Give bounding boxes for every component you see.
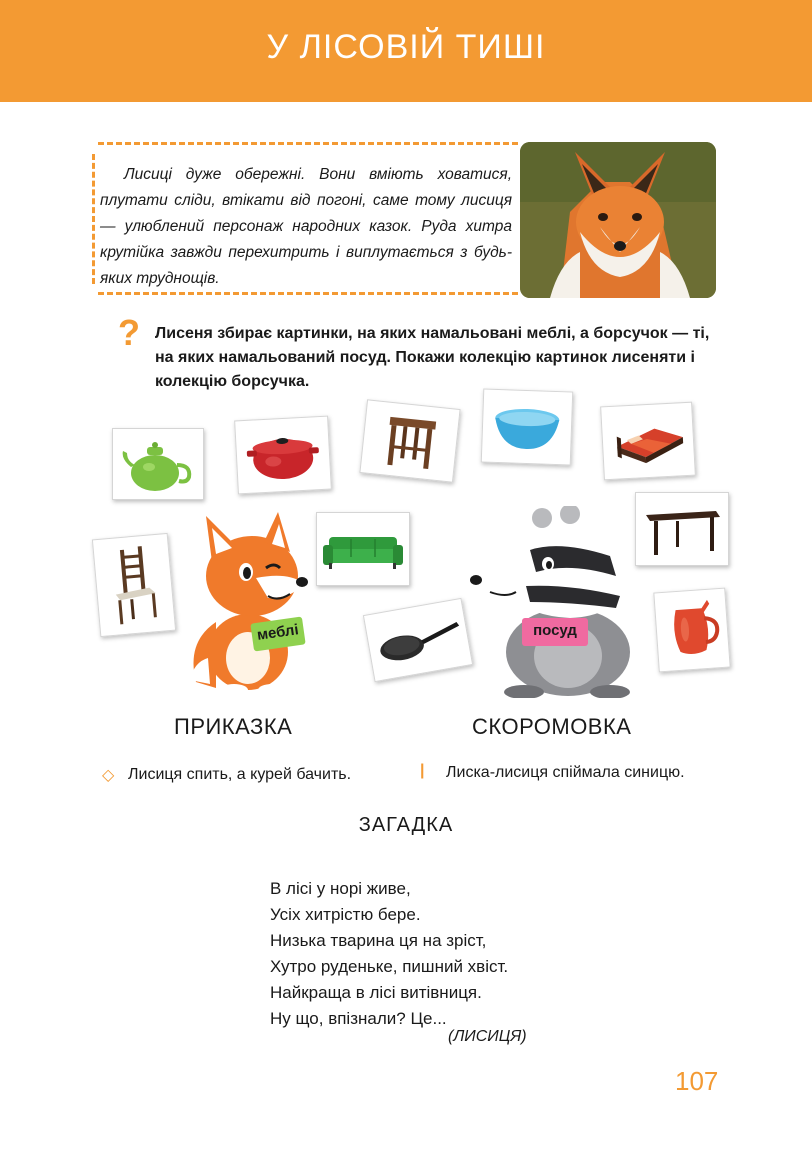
chapter-header (0, 0, 812, 102)
cartoon-badger (470, 506, 652, 698)
bed-icon (601, 403, 695, 480)
card-frying-pan[interactable] (363, 598, 473, 682)
fox-sign: меблі (250, 617, 305, 652)
frying-pan-icon (364, 599, 472, 681)
riddle-line: Найкраща в лісі витівниця. (270, 983, 482, 1002)
bar-icon: | (420, 762, 425, 779)
card-sofa[interactable] (316, 512, 410, 586)
fox-photo (520, 142, 716, 298)
card-jug[interactable] (653, 588, 730, 673)
divider (92, 154, 95, 284)
riddle-title: ЗАГАДКА (358, 814, 454, 836)
chair-icon (93, 534, 175, 636)
badger-sign: посуд (522, 618, 588, 646)
stool-icon (360, 400, 459, 481)
card-bowl[interactable] (481, 388, 574, 465)
riddle-line: Усіх хитрістю бере. (270, 905, 421, 924)
riddle-line: Ну що, впізнали? Це... (270, 1009, 447, 1028)
divider (98, 142, 518, 145)
card-stool[interactable] (359, 399, 460, 482)
riddle-line: В лісі у норі живе, (270, 879, 411, 898)
riddle-text (270, 876, 508, 1032)
question-icon: ? (118, 312, 140, 353)
intro-text: Лисиці дуже обережні. Вони вміють ховатися, плутати сліди, втікати від погоні, саме тому лисиця — улюблений персонаж народних казок. Руда хитра крутійка завжди перехитрить і виплутається з будь-яких труднощів. (100, 166, 512, 287)
card-teapot[interactable] (112, 428, 204, 500)
jug-icon (654, 589, 729, 672)
divider (98, 292, 518, 295)
page-number: 107 (675, 1066, 719, 1096)
intro-box (90, 142, 522, 298)
bowl-icon (482, 389, 572, 464)
pot-icon (235, 417, 331, 494)
proverb-title: ПРИКАЗКА (174, 714, 293, 739)
riddle-line: Низька тварина ця на зріст, (270, 931, 487, 950)
card-pot[interactable] (234, 416, 332, 495)
sofa-icon (317, 513, 409, 585)
fox-illustration (186, 512, 316, 692)
fox-photo-image (520, 142, 716, 298)
riddle-line: Хутро руденьке, пишний хвіст. (270, 957, 509, 976)
card-bed[interactable] (600, 402, 696, 481)
diamond-icon: ◇ (102, 767, 115, 784)
cartoon-fox (186, 512, 316, 692)
task-text: Лисеня збирає картинки, на яких намальовані меблі, а борсучок — ті, на яких намальований посуд. Покажи колекцію картинок лисеняти і колекцію борсучка. (155, 325, 710, 390)
badger-illustration (470, 506, 652, 698)
teapot-icon (113, 429, 203, 499)
proverb-text: Лисиця спить, а курей бачить. (128, 766, 352, 783)
riddle-answer: (ЛИСИЦЯ) (448, 1028, 527, 1045)
chapter-title: У ЛІСОВІЙ ТИШІ (266, 28, 546, 66)
tongue-twister-title: СКОРОМОВКА (472, 714, 632, 739)
card-chair[interactable] (92, 533, 176, 637)
tongue-twister-text: Лиска-лисиця спіймала синицю. (446, 764, 685, 781)
